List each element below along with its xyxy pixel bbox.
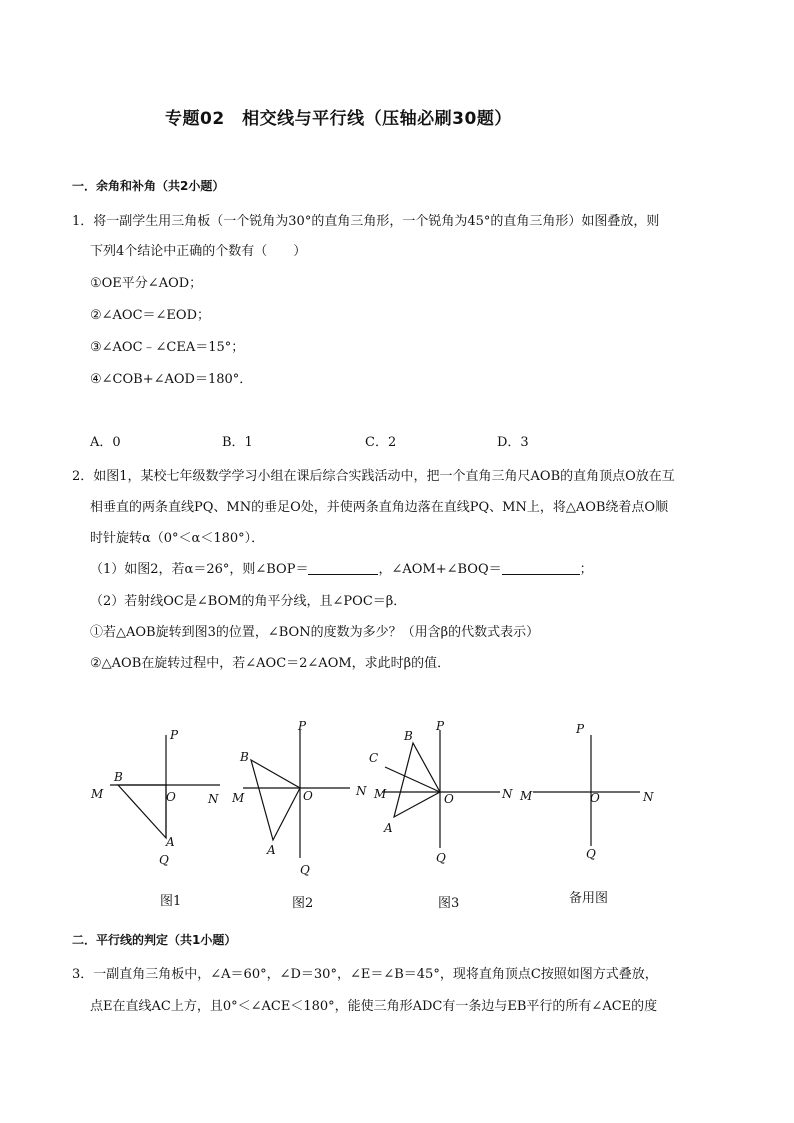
figure-3 — [382, 730, 500, 848]
fig4-label-o: O — [590, 791, 600, 805]
fig2-label-p: P — [298, 719, 307, 733]
q1-statement-4: ④∠COB+∠AOD＝180°． — [90, 372, 253, 387]
section-heading-1: 一．余角和补角（共2小题） — [72, 179, 225, 193]
fig4-caption: 备用图 — [569, 891, 609, 906]
q1-option-c: C．2 — [365, 435, 397, 450]
fig2-label-n: N — [356, 784, 367, 798]
page-title: 专题02 相交线与平行线（压轴必刷30题） — [165, 109, 512, 129]
q2-stem-line1: 2．如图1，某校七年级数学学习小组在课后综合实践活动中，把一个直角三角尺AOB的直角顶点O放在互 — [72, 469, 675, 484]
q2-part2-sub2: ②△AOB在旋转过程中，若∠AOC＝2∠AOM，求此时β的值． — [90, 656, 451, 671]
q2-part2-sub1: ①若△AOB旋转到图3的位置，∠BON的度数为多少？（用含β的代数式表示） — [90, 625, 540, 640]
figure-2 — [243, 730, 350, 858]
fig2-label-m: M — [232, 791, 245, 805]
fig1-label-b: B — [114, 770, 123, 784]
fig3-label-c: C — [369, 751, 379, 765]
q1-option-a: A．0 — [90, 435, 121, 450]
fig2-triangle-aob — [251, 760, 300, 840]
q1-statement-1: ①OE平分∠AOD； — [90, 276, 203, 291]
q1-stem-line2: 下列4个结论中正确的个数有（ ） — [90, 244, 307, 259]
fig1-caption: 图1 — [160, 894, 182, 909]
fig3-triangle-aob — [394, 743, 440, 817]
q1-option-b: B．1 — [222, 435, 253, 450]
fig2-label-b: B — [240, 750, 249, 764]
q2-part1-text-c: ； — [579, 562, 593, 577]
q1-statement-2: ②∠AOC＝∠EOD； — [90, 308, 211, 323]
figure-1 — [110, 735, 220, 838]
fig1-label-m: M — [91, 787, 104, 801]
fig1-triangle-aob — [118, 785, 166, 838]
q3-stem-line2: 点E在直线AC上方，且0°＜∠ACE＜180°，能使三角形ADC有一条边与EB平行的所有∠ACE的度 — [90, 999, 658, 1014]
fig3-label-q: Q — [436, 851, 446, 865]
fig1-label-p: P — [170, 728, 179, 742]
fig1-label-a: A — [166, 835, 175, 849]
fig3-label-a: A — [384, 821, 393, 835]
fig3-label-o: O — [444, 792, 454, 806]
answer-blank-2[interactable] — [502, 562, 580, 575]
fig2-label-o: O — [303, 789, 313, 803]
fig4-label-q: Q — [586, 847, 596, 861]
section-heading-2: 二．平行线的判定（共1小题） — [72, 933, 237, 947]
fig4-label-m: M — [520, 789, 533, 803]
fig2-label-a: A — [267, 843, 276, 857]
fig3-label-b: B — [404, 729, 413, 743]
fig1-label-o: O — [166, 790, 176, 804]
q2-part1-text-b: ，∠AOM+∠BOQ＝ — [378, 562, 502, 577]
fig2-label-q: Q — [300, 863, 310, 877]
q2-stem-line2: 相垂直的两条直线PQ、MN的垂足O处，并使两条直角边落在直线PQ、MN上，将△AOB绕着点O顺 — [90, 500, 669, 515]
fig1-label-n: N — [208, 792, 219, 806]
fig3-caption: 图3 — [438, 896, 460, 911]
q1-statement-3: ③∠AOC﹣∠CEA＝15°； — [90, 340, 245, 355]
fig3-label-n: N — [502, 787, 513, 801]
fig3-label-p: P — [436, 719, 445, 733]
q2-stem-line3: 时针旋转α（0°＜α＜180°）． — [90, 531, 265, 546]
q1-stem-line1: 1．将一副学生用三角板（一个锐角为30°的直角三角形，一个锐角为45°的直角三角形）如图叠放，则 — [72, 214, 660, 229]
q1-option-d: D．3 — [497, 435, 529, 450]
q3-stem-line1: 3．一副直角三角板中，∠A＝60°，∠D＝30°，∠E＝∠B＝45°，现将直角顶点C按照如图方式叠放， — [72, 967, 658, 982]
fig3-label-m: M — [374, 787, 387, 801]
q2-figures — [80, 710, 680, 920]
q2-part1 — [90, 558, 593, 577]
fig4-label-n: N — [643, 790, 654, 804]
q2-part2: （2）若射线OC是∠BOM的角平分线，且∠POC＝β． — [90, 594, 407, 609]
fig4-label-p: P — [576, 722, 585, 736]
figure-4 — [533, 735, 640, 846]
fig3-ray-oc — [385, 767, 440, 792]
q2-part1-text-a: （1）如图2，若α＝26°，则∠BOP＝ — [90, 562, 309, 577]
fig1-label-q: Q — [159, 853, 169, 867]
answer-blank-1[interactable] — [308, 562, 378, 575]
fig2-caption: 图2 — [292, 896, 314, 911]
